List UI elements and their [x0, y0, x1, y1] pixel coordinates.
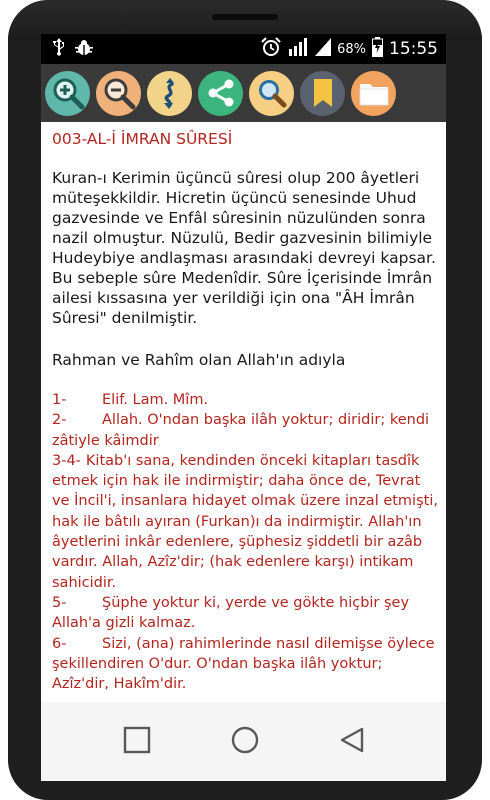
status-bar [41, 34, 446, 64]
toolbar [41, 64, 446, 122]
verse-text: Elif. Lam. Mîm. [102, 392, 209, 408]
bookmark-icon [312, 78, 334, 108]
verse-number: 1- [52, 392, 67, 408]
verse-item [52, 451, 440, 593]
zoom-out-button[interactable] [96, 71, 141, 116]
verse-text: Kitab'ı sana, kendinden önceki kitapları tasdîk etmek için hak ile indirmiştir; daha önce de, Tevrat ve İncil'i, insanlara hidayet olmak üzere inzal etmişti, hak ile bâtılı ayıran (Furkan)ı da indirmiştir. Allah'ın âyetlerini inkâr edenlere, şüphesiz şiddetli bir azâb vardır. Allah, Azîz'dir; (hak edenlere karşı) intikam sahicidir. [52, 452, 438, 591]
back-button[interactable] [336, 726, 368, 758]
signal-icon [315, 38, 331, 60]
verse-number: 6- [52, 635, 67, 652]
intro-paragraph: Kuran-ı Kerimin üçüncü sûresi olup 200 âyetleri müteşekkildir. Hicretin üçüncü senesinde Uhud gazvesinde ve Enfâl sûresinin nüzulünden sonra nazil olmuştur. Nüzulü, Bedir gazvesinin bilimiyle Hudeybiye andlaşması arasındaki devreyi kapsar. Bu sebeple sûre Medenîdir. Sûre İçerisinde İmrân ailesi kıssasına yer verildiği için ona "ÂH İmrân Sûresi" denilmiştir. [52, 169, 436, 327]
scroll-icon [158, 76, 182, 110]
verse-number: 5- [52, 594, 67, 611]
search-button[interactable] [249, 71, 294, 116]
auto-scroll-button[interactable] [147, 71, 192, 116]
back-icon [338, 726, 366, 758]
bookmark-button[interactable] [300, 71, 345, 116]
share-button[interactable] [198, 71, 243, 116]
bug-icon [75, 39, 93, 59]
share-icon [206, 78, 236, 108]
clock: 15:55 [389, 39, 438, 59]
verse-text: Allah. O'ndan başka ilâh yoktur; diridir; kendi zâtiyle kâimdir [52, 412, 430, 449]
search-icon [257, 78, 287, 108]
usb-icon [53, 38, 65, 60]
bismillah-line: Rahman ve Rahîm olan Allah'ın adıyla [52, 351, 346, 369]
verses-list [52, 390, 440, 694]
home-button[interactable] [229, 726, 261, 758]
home-icon [230, 725, 260, 759]
zoom-in-icon [51, 76, 85, 110]
verse-number: 3-4- [52, 452, 81, 469]
verse-text: Sizi, (ana) rahimlerinde nasıl dilemişse öylece şekillendiren O'dur. O'ndan başka ilâh yoktur; Azîz'dir, Hakîm'dir. [52, 635, 435, 693]
wifi-icon [287, 37, 309, 61]
zoom-in-button[interactable] [45, 71, 90, 116]
verse-item [52, 593, 440, 634]
verse-item [52, 410, 440, 451]
reading-area[interactable] [41, 122, 446, 702]
zoom-out-icon [102, 76, 136, 110]
verse-text: Şüphe yoktur ki, yerde ve gökte hiçbir şey Allah'a gizli kalmaz. [52, 594, 410, 632]
alarm-icon [261, 37, 281, 61]
battery-charging-icon [372, 37, 383, 61]
earpiece-speaker [212, 14, 278, 20]
recent-apps-button[interactable] [121, 726, 153, 758]
navigation-bar [41, 702, 446, 781]
verse-number: 2- [52, 412, 67, 429]
screen [41, 34, 446, 781]
verse-item [52, 634, 440, 695]
battery-percent: 68% [337, 41, 366, 57]
verse-item [52, 390, 440, 410]
folder-icon [359, 80, 389, 106]
folder-button[interactable] [351, 71, 396, 116]
recent-apps-icon [123, 726, 151, 758]
page-title: 003-AL-İ İMRAN SÛRESİ [52, 130, 233, 148]
